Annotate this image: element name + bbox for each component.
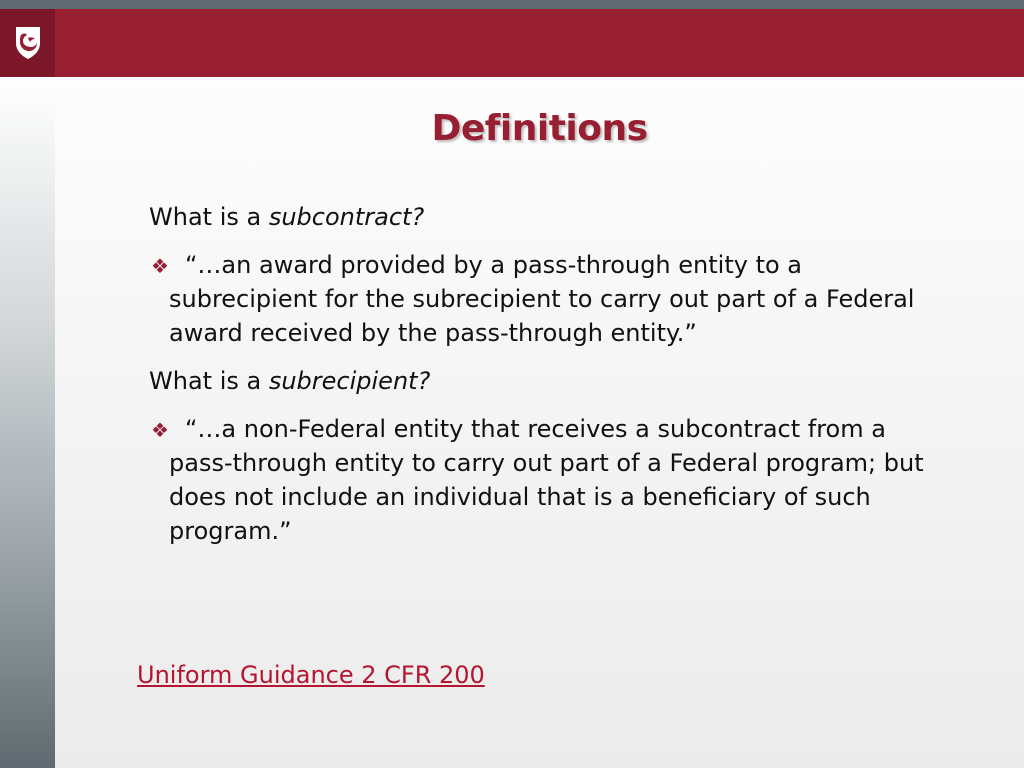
question-prefix: What is a — [149, 203, 269, 231]
slide-title: Definitions — [431, 108, 648, 149]
question-subrecipient — [149, 364, 939, 398]
logo — [0, 9, 55, 77]
university-shield-logo-icon — [13, 25, 43, 61]
definition-text: “…a non-Federal entity that receives a subcontract from a pass-through entity to carry out part of a Federal program; but does not include an individual that is a beneficiary of such program.” — [169, 415, 924, 545]
left-gradient-band — [0, 77, 55, 768]
definition-text: “…an award provided by a pass-through entity to a subrecipient for the subrecipient to carry out part of a Federal award received by the pass-through entity.” — [169, 251, 915, 347]
definition-subrecipient — [149, 412, 939, 548]
top-gray-strip — [0, 0, 1024, 9]
term-subcontract: subcontract? — [268, 203, 425, 231]
uniform-guidance-link[interactable]: Uniform Guidance 2 CFR 200 — [137, 661, 485, 689]
term-subrecipient: subrecipient? — [268, 367, 431, 395]
question-subcontract — [149, 200, 939, 234]
diamond-bullet-icon: ❖ — [151, 418, 169, 442]
definition-subcontract — [149, 248, 939, 350]
question-prefix: What is a — [149, 367, 269, 395]
diamond-bullet-icon: ❖ — [151, 254, 169, 278]
definitions-content — [149, 200, 939, 562]
header-bar — [0, 9, 1024, 77]
